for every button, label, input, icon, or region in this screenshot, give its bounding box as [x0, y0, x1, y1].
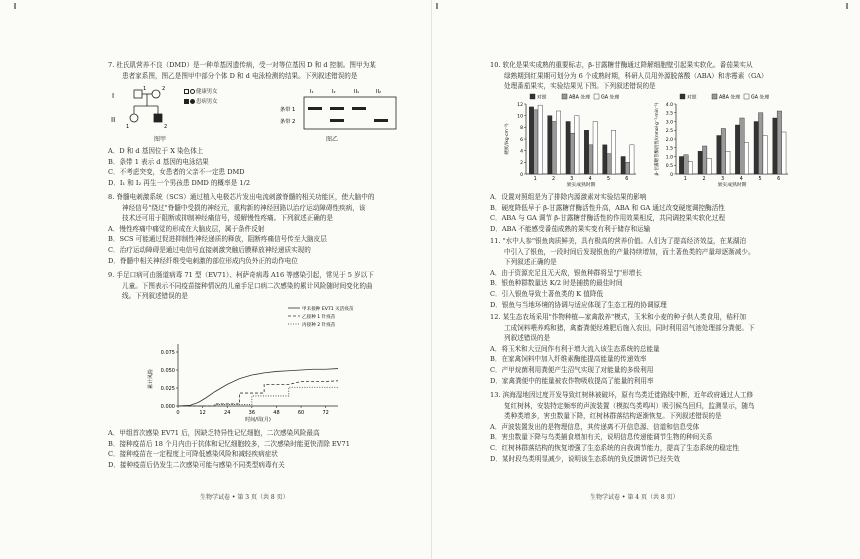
bar [702, 146, 706, 174]
question-9-options [108, 428, 350, 470]
series-line [178, 387, 338, 406]
q10-option-b: B．硬度降低早于 β-甘露糖苷酶活性升高，ABA 和 GA 通过改变硬度调控酶活性 [490, 203, 725, 212]
x-tick-label: 48 [273, 410, 280, 416]
legend-label: ABA 处理 [719, 95, 740, 101]
x-tick-label: 4 [739, 177, 743, 182]
q11-stem-line: 11. "水中人参"银鱼肉质鲜美，具有极高的营养价值。人们为了提高经济效益，在某湖泊 [490, 237, 747, 245]
series-line [178, 369, 338, 406]
circle-icon [190, 89, 195, 94]
male-affected [154, 114, 162, 122]
question-10 [490, 60, 768, 92]
gen-label: II [111, 116, 116, 124]
page-fold [431, 0, 432, 559]
hardness-bar-chart [498, 92, 640, 190]
y-tick-label: 8 [520, 126, 523, 132]
y-tick-label: 10 [517, 114, 523, 120]
bar [679, 157, 683, 175]
bar [735, 125, 739, 174]
q7-option-b: B．条带 1 表示 d 基因的电泳结果 [108, 157, 209, 166]
lane-label: II₁ [354, 89, 360, 95]
gel-band [352, 107, 366, 110]
q11-option-c: C．引入银鱼导致土著鱼类的 K 值降低 [490, 289, 604, 298]
q13-option-d: D．某时段鸟类明显减少，说明该生态系统的负反馈调节已经失效 [490, 454, 680, 463]
q11-stem-line: 下列叙述正确的是 [504, 258, 557, 267]
individual-label: 2 [162, 86, 166, 92]
bar [603, 145, 607, 174]
x-tick-label: 24 [224, 410, 231, 416]
bar [556, 111, 560, 174]
q7-stem-line: 患者家系图，图乙是图甲中部分个体 D 和 d 电泳检测的结果。下列叙述错误的是 [122, 71, 358, 80]
legend-swatch [712, 94, 717, 99]
bar [534, 110, 538, 174]
bar [744, 143, 748, 175]
question-11 [490, 236, 755, 310]
page-footer: 生物学试卷 • 第 4 页（共 8 页） [590, 494, 679, 501]
right-page [490, 0, 790, 559]
question-12 [490, 312, 755, 386]
band-label: 条带 2 [280, 119, 296, 125]
bar [621, 157, 625, 175]
y-tick-label: 3.5 [665, 111, 673, 117]
y-tick-label: 2 [520, 161, 523, 167]
square-icon [184, 89, 189, 94]
x-axis-label: 果实成熟时期 [717, 183, 747, 188]
bar [607, 154, 611, 174]
y-tick-label: 1.0 [665, 155, 673, 161]
bar [529, 107, 533, 174]
female-healthy [152, 90, 160, 98]
y-tick-label: 0 [670, 172, 673, 178]
bar [777, 111, 781, 174]
pedigree-legend-healthy: 健康男女 [184, 87, 218, 95]
gel-figure [268, 84, 408, 134]
bar [589, 145, 593, 174]
y-axis-label: β-甘露糖苷酶活性/(nmol·g⁻¹·min⁻¹) [655, 102, 660, 176]
y-tick-label: 0.000 [160, 404, 175, 410]
gel-band [374, 119, 388, 122]
x-tick-label: 3 [721, 177, 725, 182]
bar [630, 145, 634, 174]
legend-swatch [744, 94, 749, 99]
x-tick-label: 3 [570, 177, 574, 182]
y-tick-label: 3.0 [665, 120, 673, 126]
gel-band [330, 119, 344, 122]
bar [707, 158, 711, 174]
q11-stem-line: 中引入了银鱼，一段时间后发现银鱼的产量持续增加，而土著鱼类的产量却逐渐减少。 [504, 247, 755, 256]
left-page [108, 0, 408, 559]
bar [758, 113, 762, 174]
question-13 [490, 390, 755, 464]
individual-label: 1 [143, 86, 147, 92]
legend-swatch [530, 94, 535, 99]
bar [763, 136, 767, 175]
x-tick-label: 5 [606, 177, 611, 182]
y-tick-label: 4 [520, 149, 523, 155]
x-tick-label: 36 [248, 410, 256, 416]
question-7 [108, 60, 376, 81]
band-label: 条带 1 [280, 107, 296, 113]
y-tick-label: 2.0 [665, 137, 673, 143]
q7-option-a: A．D 和 d 基因位于 X 染色体上 [108, 147, 204, 155]
legend-label: 甲未接种 EV71 灭活疫苗 [302, 307, 354, 312]
x-tick-label: 0 [176, 410, 180, 416]
bar [552, 122, 556, 175]
y-axis-label: 硬度/(kg·cm⁻²) [505, 123, 510, 155]
bar [684, 155, 688, 174]
x-tick-label: 60 [297, 410, 305, 416]
filled-circle-icon [190, 99, 195, 104]
q9-option-c: C．接种疫苗在一定程度上可降低感染风险和减轻疾病症状 [108, 450, 278, 459]
individual-label: 1 [126, 124, 130, 130]
margin-mark [14, 3, 16, 9]
x-tick-label: 6 [777, 177, 781, 182]
x-tick-label: 72 [322, 410, 329, 416]
legend-label: GA 处理 [751, 95, 770, 101]
x-tick-label: 2 [551, 177, 556, 182]
y-tick-label: 0.025 [160, 386, 175, 392]
q12-option-d: D．家禽粪便中的能量被农作物吸收提高了能量的利用率 [490, 376, 654, 385]
lane-label: I₁ [310, 89, 314, 95]
q10-stem-line: 绿熟期到红果期可划分为 6 个成熟时期，科研人员用外源脱落酸（ABA）和赤霉素（GA） [504, 71, 768, 80]
bar [611, 130, 615, 174]
legend-label: 乙接种 1 针疫苗 [302, 315, 336, 320]
bar [721, 129, 725, 175]
q8-option-d: D．脊髓中相关神经纤维受电刺激的部位形成内负外正的动作电位 [108, 256, 298, 265]
series-line [178, 381, 338, 406]
x-axis-label: 果实成熟时期 [566, 183, 596, 188]
y-tick-label: 0.5 [665, 164, 673, 170]
bar [754, 122, 758, 175]
legend-swatch [562, 94, 567, 99]
y-tick-label: 1.5 [665, 146, 673, 152]
margin-mark [846, 3, 848, 9]
q12-stem-line: 列叙述错误的是 [504, 334, 551, 343]
margin-mark [436, 3, 438, 9]
y-tick-label: 6 [520, 137, 523, 143]
x-tick-label: 4 [588, 177, 592, 182]
legend-swatch [680, 94, 685, 99]
q9-stem-line: 儿童。下图表示不同疫苗接种情况的儿童手足口病二次感染的累计风险随时间变化的曲 [122, 281, 373, 290]
q11-option-d: D．银鱼与当地环境的协调与适应体现了生态工程的协调原理 [490, 300, 667, 309]
bar [538, 105, 542, 174]
legend-swatch [594, 94, 599, 99]
enzyme-bar-chart [642, 92, 792, 190]
q9-stem-line: 9. 手足口病可由肠道病毒 71 型（EV71）、柯萨奇病毒 A16 等感染引起，常见于 5 岁以下 [108, 271, 374, 279]
female-healthy [130, 114, 138, 122]
y-tick-label: 2.5 [665, 129, 673, 135]
legend-label: ABA 处理 [569, 95, 590, 101]
bar [575, 116, 579, 174]
lane-label: I₂ [332, 89, 336, 95]
bar [726, 151, 730, 174]
individual-label: 2 [164, 124, 168, 130]
q13-stem-line: 复红树林，安装特定频率的声波装置（模拟鸟类鸣叫）吸引候鸟回归，监测显示，随鸟 [504, 401, 755, 410]
q13-option-a: A．声波装置发出的是物理信息，其传递离不开信息源、信道和信息受体 [490, 422, 700, 431]
y-tick-label: 0.050 [160, 368, 175, 374]
y-axis-label: 累计风险 [148, 368, 154, 390]
q9-option-a: A．甲组首次感染 EV71 后，因缺乏特异性记忆细胞，二次感染风险最高 [108, 429, 320, 437]
q8-option-b: B．SCS 可能通过促进抑制性神经递质的释放，阻断疼痛信号传至大脑皮层 [108, 235, 327, 244]
risk-line-chart [138, 302, 378, 422]
gen-label: I [112, 92, 115, 100]
x-tick-label: 1 [683, 177, 687, 182]
q8-option-a: A．慢性疼痛中痛觉的形成在大脑皮层，属于条件反射 [108, 224, 265, 233]
legend-label: GA 处理 [601, 95, 620, 101]
y-tick-label: 0.075 [160, 350, 175, 356]
bar [782, 132, 786, 174]
bar [566, 122, 570, 175]
y-tick-label: 4.0 [665, 102, 673, 108]
q10-option-a: A．设置对照组是为了排除内源激素对实验结果的影响 [490, 193, 647, 201]
figure-caption-a: 图甲 [154, 136, 167, 143]
q12-option-b: B．在家禽饲料中加入纤维素酶能提高能量的传递效率 [490, 355, 647, 364]
x-tick-label: 6 [625, 177, 629, 182]
q8-stem-line: 8. 脊髓电刺激系统（SCS）通过植入电极芯片发出电流刺激脊髓的相关功能区，使大脑中的 [108, 193, 375, 201]
x-tick-label: 1 [533, 177, 537, 182]
lane-label: II₂ [376, 89, 382, 95]
q11-option-b: B．银鱼种群数量达 K/2 时是捕捞的最佳时间 [490, 279, 623, 288]
q12-stem-line: 12. 某生态农场采用"作物种植—家禽散养"模式，玉米和小麦的种子供人类食用，秸秆加 [490, 313, 747, 321]
question-9 [108, 270, 374, 302]
q12-stem-line: 工成饲料喂养鸡和猪，禽畜粪便经堆肥后施入农田，同时利用沼气池处理部分粪便。下 [504, 323, 755, 332]
bar [717, 136, 721, 175]
q11-option-a: A．由于资源充足且无天敌，银鱼种群将呈"J"形增长 [490, 268, 642, 277]
y-tick-label: 0 [520, 172, 523, 178]
bar [698, 151, 702, 174]
y-tick-label: 12 [517, 102, 523, 108]
q10-stem-line: 处理番茄果实，实验结果见下图。下列叙述错误的是 [504, 82, 656, 91]
question-10-options [490, 192, 725, 234]
legend-label: 对照 [687, 95, 697, 101]
legend-label: 对照 [537, 95, 547, 101]
q8-option-c: C．治疗运动障碍是通过电信号直接刺激突触后膜释放神经递质实现的 [108, 245, 311, 254]
bar [584, 130, 588, 174]
x-tick-label: 5 [758, 177, 762, 182]
q10-option-c: C．ABA 与 GA 调节 β-甘露糖苷酶活性的作用效果相反，共同调控果实软化过程 [490, 214, 726, 223]
q9-option-b: B．接种疫苗后 18 个月内由于抗体和记忆细胞较多，二次感染时能更快清除 EV71 [108, 439, 350, 448]
q12-option-a: A．将玉米和大豆间作有利于增大流入该生态系统的总能量 [490, 344, 660, 353]
bar [773, 118, 777, 174]
q9-option-d: D．接种疫苗后仍发生二次感染可能与感染不同类型病毒有关 [108, 460, 285, 469]
q8-stem-line: 神经信号"绕过"脊髓中受损的神经元，重构新的神经回路以治疗运动障碍性疾病，该 [122, 203, 366, 212]
bar [570, 133, 574, 174]
q13-option-b: B．害虫数量下降与鸟类捕食增加有关，说明信息传递能调节生物的种间关系 [490, 433, 713, 442]
figure-caption-b: 图乙 [326, 136, 339, 143]
q8-stem-line: 技术还可用于阻断或抑制神经痛信号，缓解慢性疼痛。下列叙述正确的是 [122, 214, 333, 223]
bar [593, 122, 597, 175]
legend-label: 丙接种 2 针疫苗 [302, 323, 336, 328]
q10-option-d: D．ABA 不能感受番茄成熟的果实变有利于储存和运输 [490, 224, 651, 233]
page-footer: 生物学试卷 • 第 3 页（共 8 页） [200, 494, 289, 501]
q9-stem-line: 线。下列叙述错误的是 [122, 292, 188, 301]
q13-stem-line: 类种类增多，害虫数量下降，红树林群落结构逐渐恢复。下列叙述错误的是 [504, 412, 722, 421]
bar [688, 162, 692, 174]
gel-band [308, 107, 322, 110]
bar [625, 162, 629, 174]
q13-option-c: C．红树林群落结构的恢复增强了生态系统的自我调节能力，提高了生态系统的稳定性 [490, 443, 740, 452]
q7-option-d: D．I₁ 和 I₂ 再生一个男孩患 DMD 的概率是 1/2 [108, 178, 251, 187]
q7-option-c: C．不考虑突变，女患者的父亲不一定患 DMD [108, 168, 245, 177]
bar [740, 118, 744, 174]
q13-stem-line: 13. 滨海湿地因过度开发导致红树林被破坏，原有鸟类迁徙路线中断，近年政府通过人工修 [490, 391, 754, 399]
question-8 [108, 192, 374, 266]
q12-option-c: C．产甲烷菌利用粪便产生沼气实现了对能量的多级利用 [490, 365, 654, 374]
gel-band [330, 107, 344, 110]
q10-stem-line: 10. 软化是果实成熟的重要标志，β-甘露糖苷酶通过降解细胞壁引起果实软化。番茄果实从 [490, 61, 753, 69]
x-tick-label: 2 [702, 177, 706, 182]
pedigree-legend-affected: 患病男女 [184, 97, 218, 105]
question-7-options [108, 146, 250, 188]
filled-square-icon [184, 99, 189, 104]
q7-stem-line: 7. 杜氏肌营养不良（DMD）是一种单基因遗传病，受一对等位基因 D 和 d 控制。图甲为某 [108, 61, 376, 69]
x-tick-label: 12 [199, 410, 206, 416]
x-axis-label: 时间/周(月) [245, 417, 271, 422]
male-healthy [134, 90, 142, 98]
bar [548, 116, 552, 174]
